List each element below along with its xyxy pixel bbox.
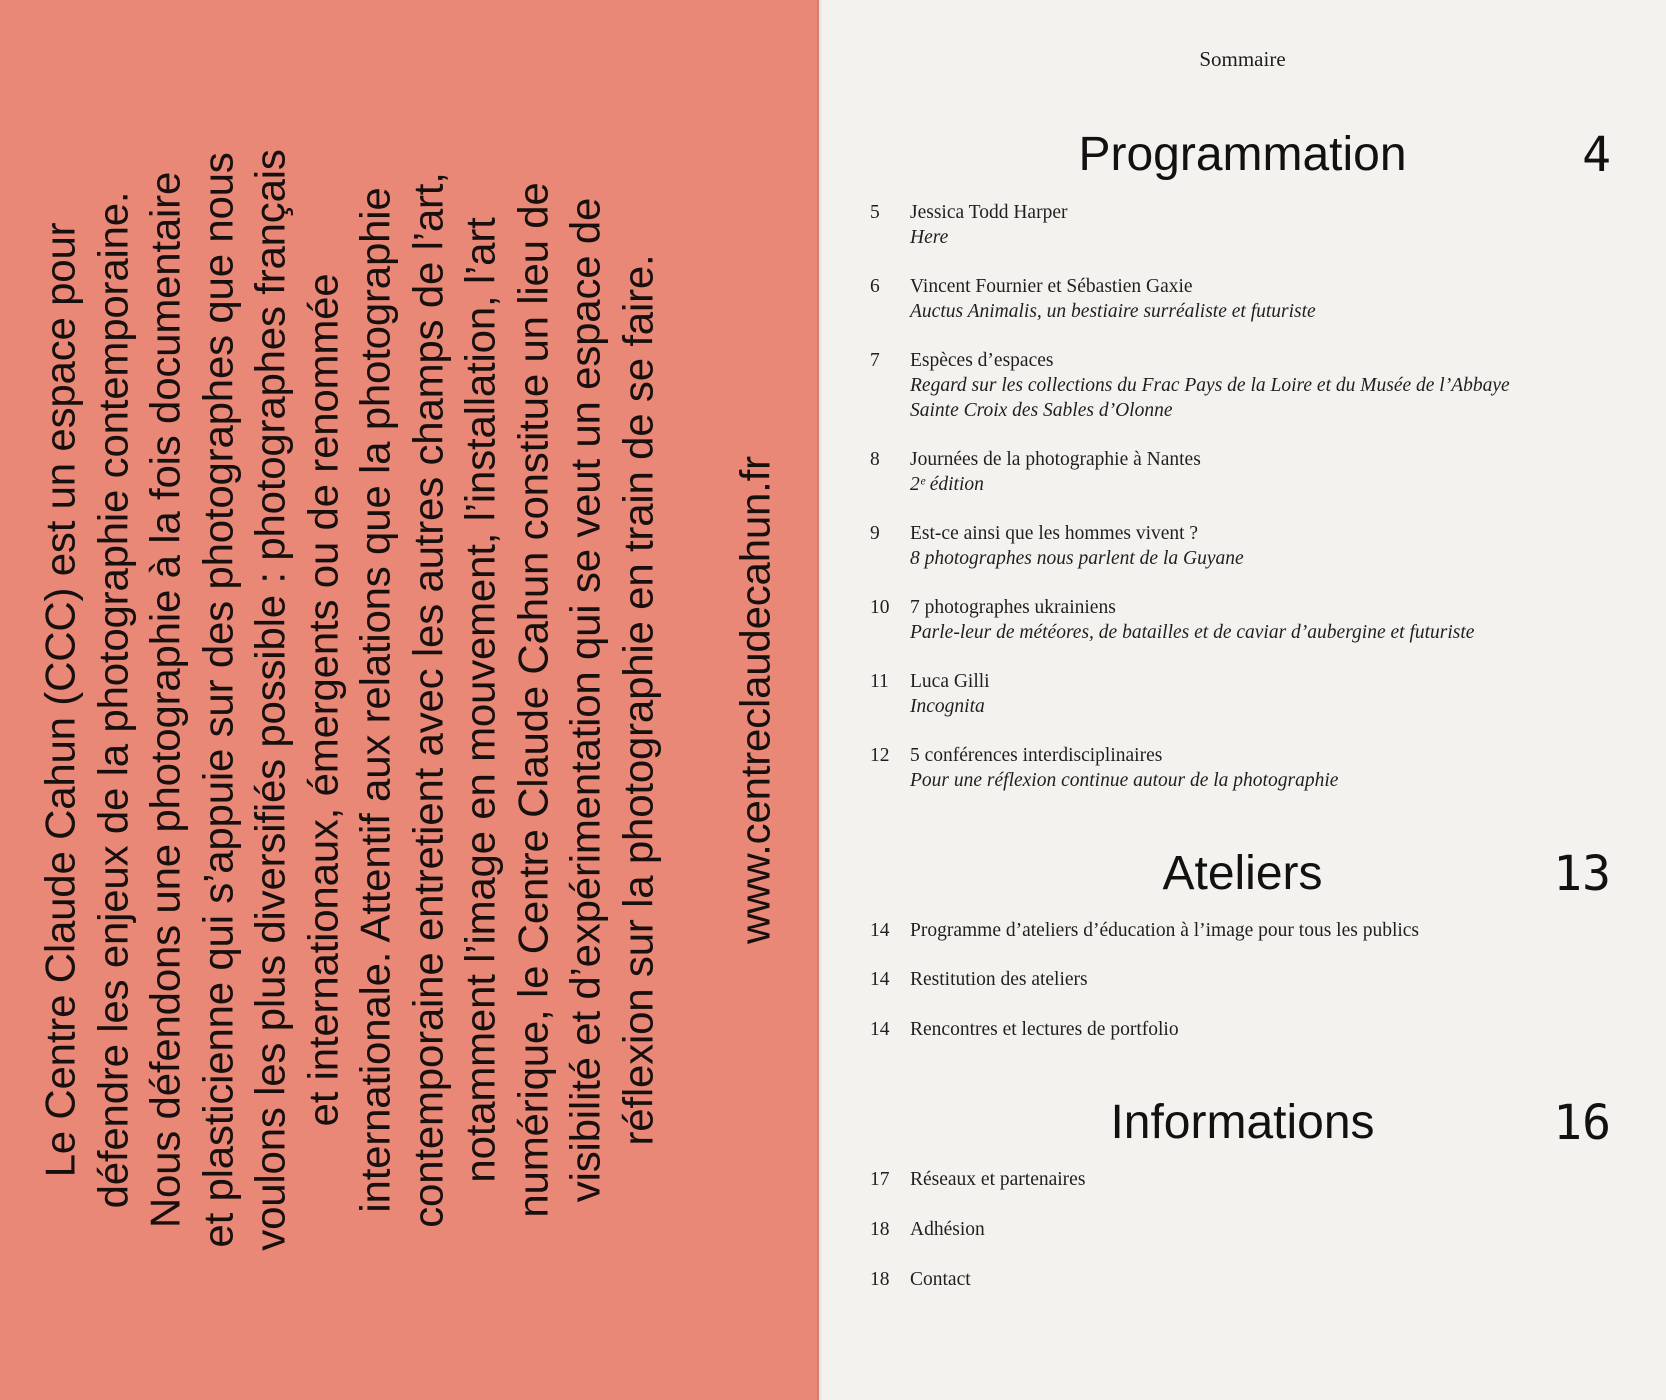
manifesto-text	[34, 75, 782, 1325]
manifesto-line: défendre les enjeux de la photographie contemporaine.	[88, 191, 136, 1209]
manifesto-line: Le Centre Claude Cahun (CCC) est un espace pour	[36, 222, 84, 1178]
entry-title: Adhésion	[910, 1219, 985, 1240]
entry-page-number: 5	[870, 202, 880, 223]
section-page-number: 13	[1553, 846, 1611, 902]
section-heading-programmation	[819, 125, 1666, 185]
manifesto-line: voulons les plus diversifiés possible : photographes français	[246, 149, 294, 1251]
section-heading-ateliers	[819, 844, 1666, 904]
toc-entry[interactable]	[870, 1217, 1630, 1242]
toc-entry[interactable]	[870, 1017, 1630, 1042]
toc-entry[interactable]	[870, 918, 1630, 943]
toc-entry[interactable]	[870, 669, 1630, 719]
manifesto-line: réflexion sur la photographie en train de se faire.	[613, 254, 661, 1146]
entry-page-number: 9	[870, 523, 880, 544]
entry-page-number: 18	[870, 1219, 890, 1240]
entry-page-number: 11	[870, 671, 889, 692]
entry-subtitle: Regard sur les collections du Frac Pays de la Loire et du Musée de l’Abbaye	[910, 375, 1510, 396]
entry-subtitle: Parle-leur de météores, de batailles et de caviar d’aubergine et futuriste	[910, 622, 1475, 643]
entry-title: Vincent Fournier et Sébastien Gaxie	[910, 276, 1193, 297]
entry-title: Restitution des ateliers	[910, 969, 1088, 990]
section-title: Programmation	[1078, 128, 1407, 181]
entry-title: 7 photographes ukrainiens	[910, 597, 1116, 618]
entry-page-number: 12	[870, 745, 890, 766]
manifesto-line: notamment l’image en mouvement, l’installation, l’art	[456, 217, 504, 1183]
entry-page-number: 14	[870, 969, 890, 990]
entry-subtitle: 8 photographes nous parlent de la Guyane	[910, 548, 1244, 569]
toc-entry[interactable]	[870, 1167, 1630, 1192]
entry-page-number: 18	[870, 1269, 890, 1290]
entry-title: Journées de la photographie à Nantes	[910, 449, 1201, 470]
entry-title: Contact	[910, 1269, 971, 1290]
toc-entry[interactable]	[870, 1267, 1630, 1292]
entry-title: Rencontres et lectures de portfolio	[910, 1019, 1179, 1040]
entry-subtitle: Here	[910, 227, 949, 248]
entry-page-number: 14	[870, 920, 890, 941]
manifesto-line: numérique, le Centre Claude Cahun constitue un lieu de	[508, 182, 556, 1218]
manifesto-line: internationale. Attentif aux relations que la photographie	[351, 187, 399, 1213]
entry-title: 5 conférences interdisciplinaires	[910, 745, 1163, 766]
entry-title: Programme d’ateliers d’éducation à l’image pour tous les publics	[910, 920, 1420, 941]
toc-entry[interactable]	[870, 521, 1630, 571]
entry-page-number: 6	[870, 276, 880, 297]
entry-subtitle: 2ᵉ édition	[910, 474, 984, 495]
manifesto-line: visibilité et d’expérimentation qui se veut un espace de	[561, 197, 609, 1203]
toc-entry[interactable]	[870, 200, 1630, 250]
section-title: Informations	[1110, 1096, 1375, 1149]
entry-subtitle-continued: Sainte Croix des Sables d’Olonne	[910, 400, 1173, 421]
section-title: Ateliers	[1162, 847, 1323, 900]
entry-page-number: 14	[870, 1019, 890, 1040]
toc-entry[interactable]	[870, 274, 1630, 324]
entry-title: Est-ce ainsi que les hommes vivent ?	[910, 523, 1199, 544]
entry-page-number: 10	[870, 597, 890, 618]
website-url[interactable]: www.centreclaudecahun.fr	[731, 456, 779, 944]
toc-entry[interactable]	[870, 348, 1630, 423]
toc-entry[interactable]	[870, 595, 1630, 645]
entry-title: Jessica Todd Harper	[910, 202, 1068, 223]
toc-heading: Sommaire	[1199, 47, 1286, 71]
entry-subtitle: Pour une réflexion continue autour de la photographie	[910, 770, 1339, 791]
entry-title: Luca Gilli	[910, 671, 990, 692]
manifesto-line: et plasticienne qui s’appuie sur des photographes que nous	[193, 152, 241, 1248]
manifesto-line: contemporaine entretient avec les autres champs de l’art,	[403, 172, 451, 1228]
manifesto-line: Nous défendons une photographie à la fois documentaire	[141, 171, 189, 1229]
manifesto-panel	[0, 0, 819, 1400]
entry-subtitle: Incognita	[910, 696, 985, 717]
section-page-number: 16	[1553, 1095, 1611, 1151]
entry-title: Espèces d’espaces	[910, 350, 1054, 371]
manifesto-line: et internationaux, émergents ou de renommée	[298, 273, 346, 1127]
entry-subtitle: Auctus Animalis, un bestiaire surréaliste et futuriste	[910, 301, 1316, 322]
section-heading-informations	[819, 1093, 1666, 1153]
toc-entry[interactable]	[870, 743, 1630, 793]
section-page-number: 4	[1582, 127, 1611, 183]
toc-entry[interactable]	[870, 447, 1630, 497]
entry-page-number: 8	[870, 449, 880, 470]
entry-page-number: 7	[870, 350, 880, 371]
page-fold-shadow	[817, 0, 823, 1400]
toc-entry[interactable]	[870, 967, 1630, 992]
entry-title: Réseaux et partenaires	[910, 1169, 1086, 1190]
entry-page-number: 17	[870, 1169, 890, 1190]
